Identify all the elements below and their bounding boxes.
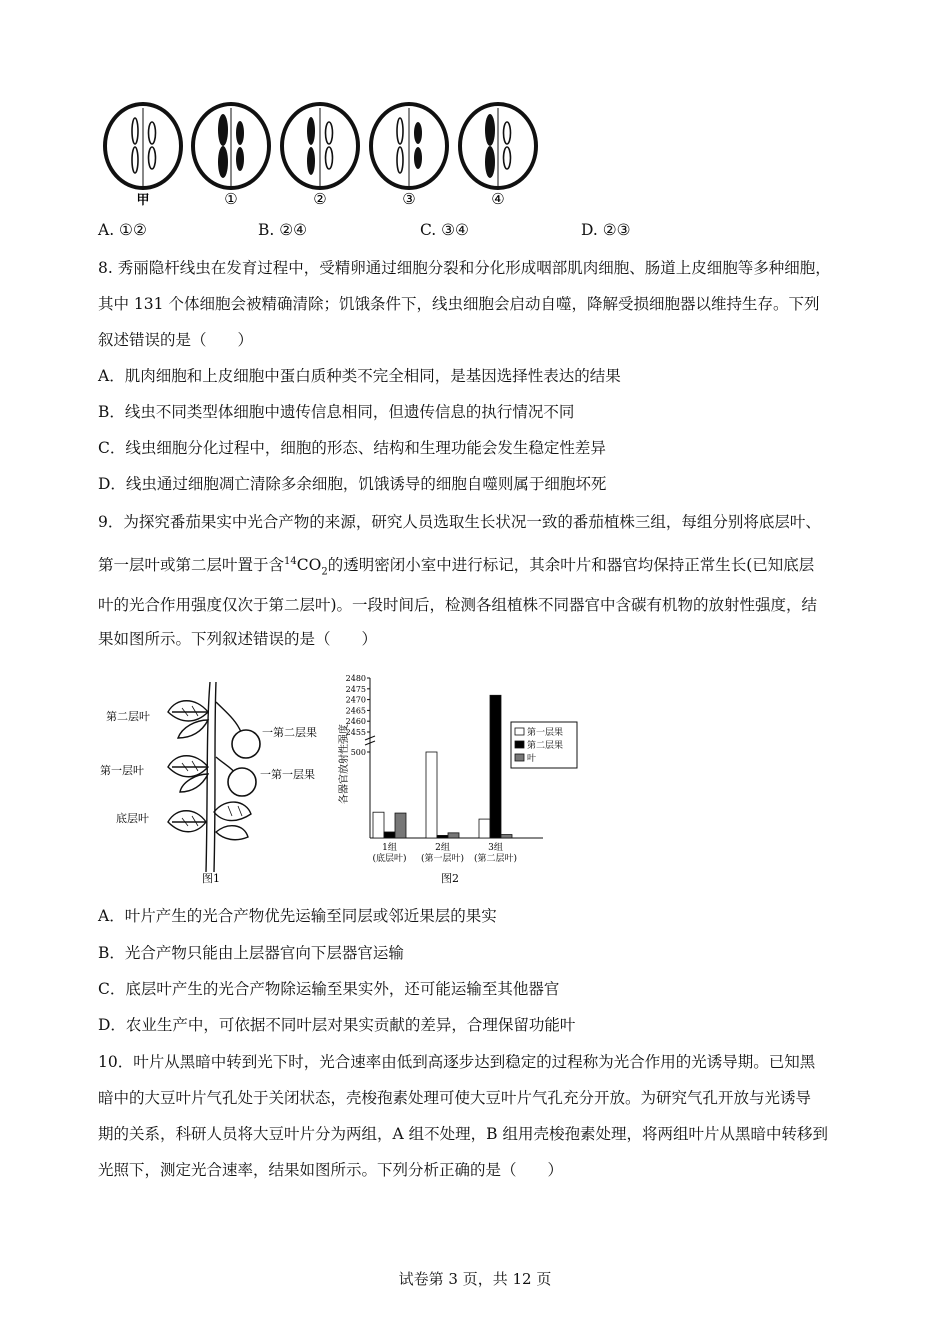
legend-swatch-second-fruit <box>515 741 524 748</box>
q10-stem-line-1: 10．叶片从黑暗中转到光下时，光合速率由低到高逐步达到稳定的过程称为光合作用的光诱导期。已知黑 <box>98 1053 816 1071</box>
chart-category-label: 3组 <box>488 843 503 853</box>
chart-bar <box>373 812 384 838</box>
label-first-layer-fruit: 一第一层果 <box>260 768 315 781</box>
cell-jia <box>105 104 181 188</box>
q9-stem-line-3: 叶的光合作用强度仅次于第二层叶)。一段时间后，检测各组植株不同器官中含碳有机物的放射性强度，结 <box>98 596 818 614</box>
chart-bar <box>426 752 437 838</box>
chart-legend <box>511 722 577 768</box>
legend-second-fruit: 第二层果 <box>527 741 564 751</box>
q9-option-d: D．农业生产中，可依据不同叶层对果实贡献的差异，合理保留功能叶 <box>98 1016 576 1034</box>
q10-stem-line-4: 光照下，测定光合速率，结果如图所示。下列分析正确的是（ ） <box>98 1161 564 1179</box>
cell-diagrams <box>98 100 568 210</box>
q10-stem-line-2: 暗中的大豆叶片气孔处于关闭状态，壳梭孢素处理可使大豆叶片气孔充分开放。为研究气孔开放与光诱导 <box>98 1089 812 1107</box>
chart-category-label: (第一层叶) <box>420 854 465 864</box>
cell-label-4: ④ <box>491 190 505 208</box>
figure2-caption: 图2 <box>441 872 459 885</box>
q9-option-c: C．底层叶产生的光合产物除运输至果实外，还可能运输至其他器官 <box>98 980 560 998</box>
chart-category-label: (第二层叶) <box>473 854 518 864</box>
q8-option-c: C．线虫细胞分化过程中，细胞的形态、结构和生理功能会发生稳定性差异 <box>98 439 606 457</box>
first-layer-fruit <box>228 768 256 796</box>
chart-ytick-label: 2460 <box>345 717 366 727</box>
chart-ytick-label: 2455 <box>345 728 366 737</box>
q7-option-d: D. ②③ <box>581 221 631 239</box>
q8-option-b: B．线虫不同类型体细胞中遗传信息相同，但遗传信息的执行情况不同 <box>98 403 575 421</box>
q9-option-a: A．叶片产生的光合产物优先运输至同层或邻近果层的果实 <box>98 907 497 925</box>
legend-swatch-first-fruit <box>515 728 524 735</box>
q9-option-b: B．光合产物只能由上层器官向下层器官运输 <box>98 944 404 962</box>
label-first-layer-leaf: 第一层叶 <box>100 764 144 777</box>
q9-stem-line-2: 第一层叶或第二层叶置于含$^{14}CO_2$的透明密闭小室中进行标记，其余叶片和器官均保持正常生长(已知底层 <box>98 556 815 578</box>
label-bottom-leaf: 底层叶 <box>116 812 149 825</box>
cell-2 <box>282 104 358 188</box>
q8-option-a: A．肌肉细胞和上皮细胞中蛋白质种类不完全相同，是基因选择性表达的结果 <box>98 367 621 385</box>
chart-category-label: 2组 <box>435 843 450 853</box>
cell-label-jia: 甲 <box>136 193 150 208</box>
label-second-layer-fruit: 一第二层果 <box>262 726 317 739</box>
chart-bar <box>448 833 459 838</box>
legend-leaf: 叶 <box>527 754 537 764</box>
chart-bar <box>490 695 501 838</box>
q10-stem-line-3: 期的关系，科研人员将大豆叶片分为两组，A 组不处理，B 组用壳梭孢素处理，将两组叶片从黑暗中转移到 <box>98 1125 828 1143</box>
page-footer: 试卷第 3 页，共 12 页 <box>398 1270 552 1288</box>
figure2-bar-chart <box>335 672 595 887</box>
q9-stem-line-1: 9．为探究番茄果实中光合产物的来源，研究人员选取生长状况一致的番茄植株三组，每组分别将底层叶、 <box>98 513 821 531</box>
chart-ytick-label: 2475 <box>345 684 366 694</box>
q7-option-b: B. ②④ <box>258 221 308 239</box>
legend-swatch-leaf <box>515 754 524 761</box>
q9-stem-line-4: 果如图所示。下列叙述错误的是（ ） <box>98 630 378 648</box>
chart-category-label: (底层叶) <box>372 854 407 864</box>
chart-ytick-label: 2470 <box>345 695 366 705</box>
q8-stem-line-3: 叙述错误的是（ ） <box>98 331 254 349</box>
cell-label-1: ① <box>224 190 238 208</box>
q7-option-c: C. ③④ <box>420 221 469 239</box>
q8-option-d: D．线虫通过细胞凋亡清除多余细胞，饥饿诱导的细胞自噬则属于细胞坏死 <box>98 475 607 493</box>
q7-option-a: A. ①② <box>98 221 147 239</box>
figure1-caption: 图1 <box>202 872 220 885</box>
chart-bar <box>395 813 406 838</box>
chart-bar <box>501 835 512 838</box>
second-layer-fruit <box>232 730 260 758</box>
cell-label-2: ② <box>313 190 327 208</box>
chart-ytick-label: 500 <box>350 748 366 757</box>
chart-bar <box>437 835 448 838</box>
chart-category-label: 1组 <box>382 843 397 853</box>
q8-stem-line-1: 8. 秀丽隐杆线虫在发育过程中，受精卵通过细胞分裂和分化形成咽部肌肉细胞、肠道上皮细胞等多种细胞， <box>98 259 831 277</box>
figure1-plant <box>96 672 336 887</box>
chart-ytick-label: 2480 <box>345 674 366 683</box>
chart-bar <box>384 832 395 838</box>
cell-label-3: ③ <box>402 190 416 208</box>
q8-stem-line-2: 其中 131 个体细胞会被精确清除；饥饿条件下，线虫细胞会启动自噬，降解受损细胞器以维持生存。下列 <box>98 295 820 313</box>
label-second-layer-leaf: 第二层叶 <box>106 710 150 723</box>
chart-bar <box>479 819 490 838</box>
chart-ytick-label: 2465 <box>345 706 366 716</box>
chart-ylabel: 各器官放射性强度 <box>339 724 350 804</box>
cell-1 <box>193 104 269 188</box>
cell-3 <box>371 104 447 188</box>
cell-4 <box>460 104 536 188</box>
legend-first-fruit: 第一层果 <box>527 728 564 738</box>
